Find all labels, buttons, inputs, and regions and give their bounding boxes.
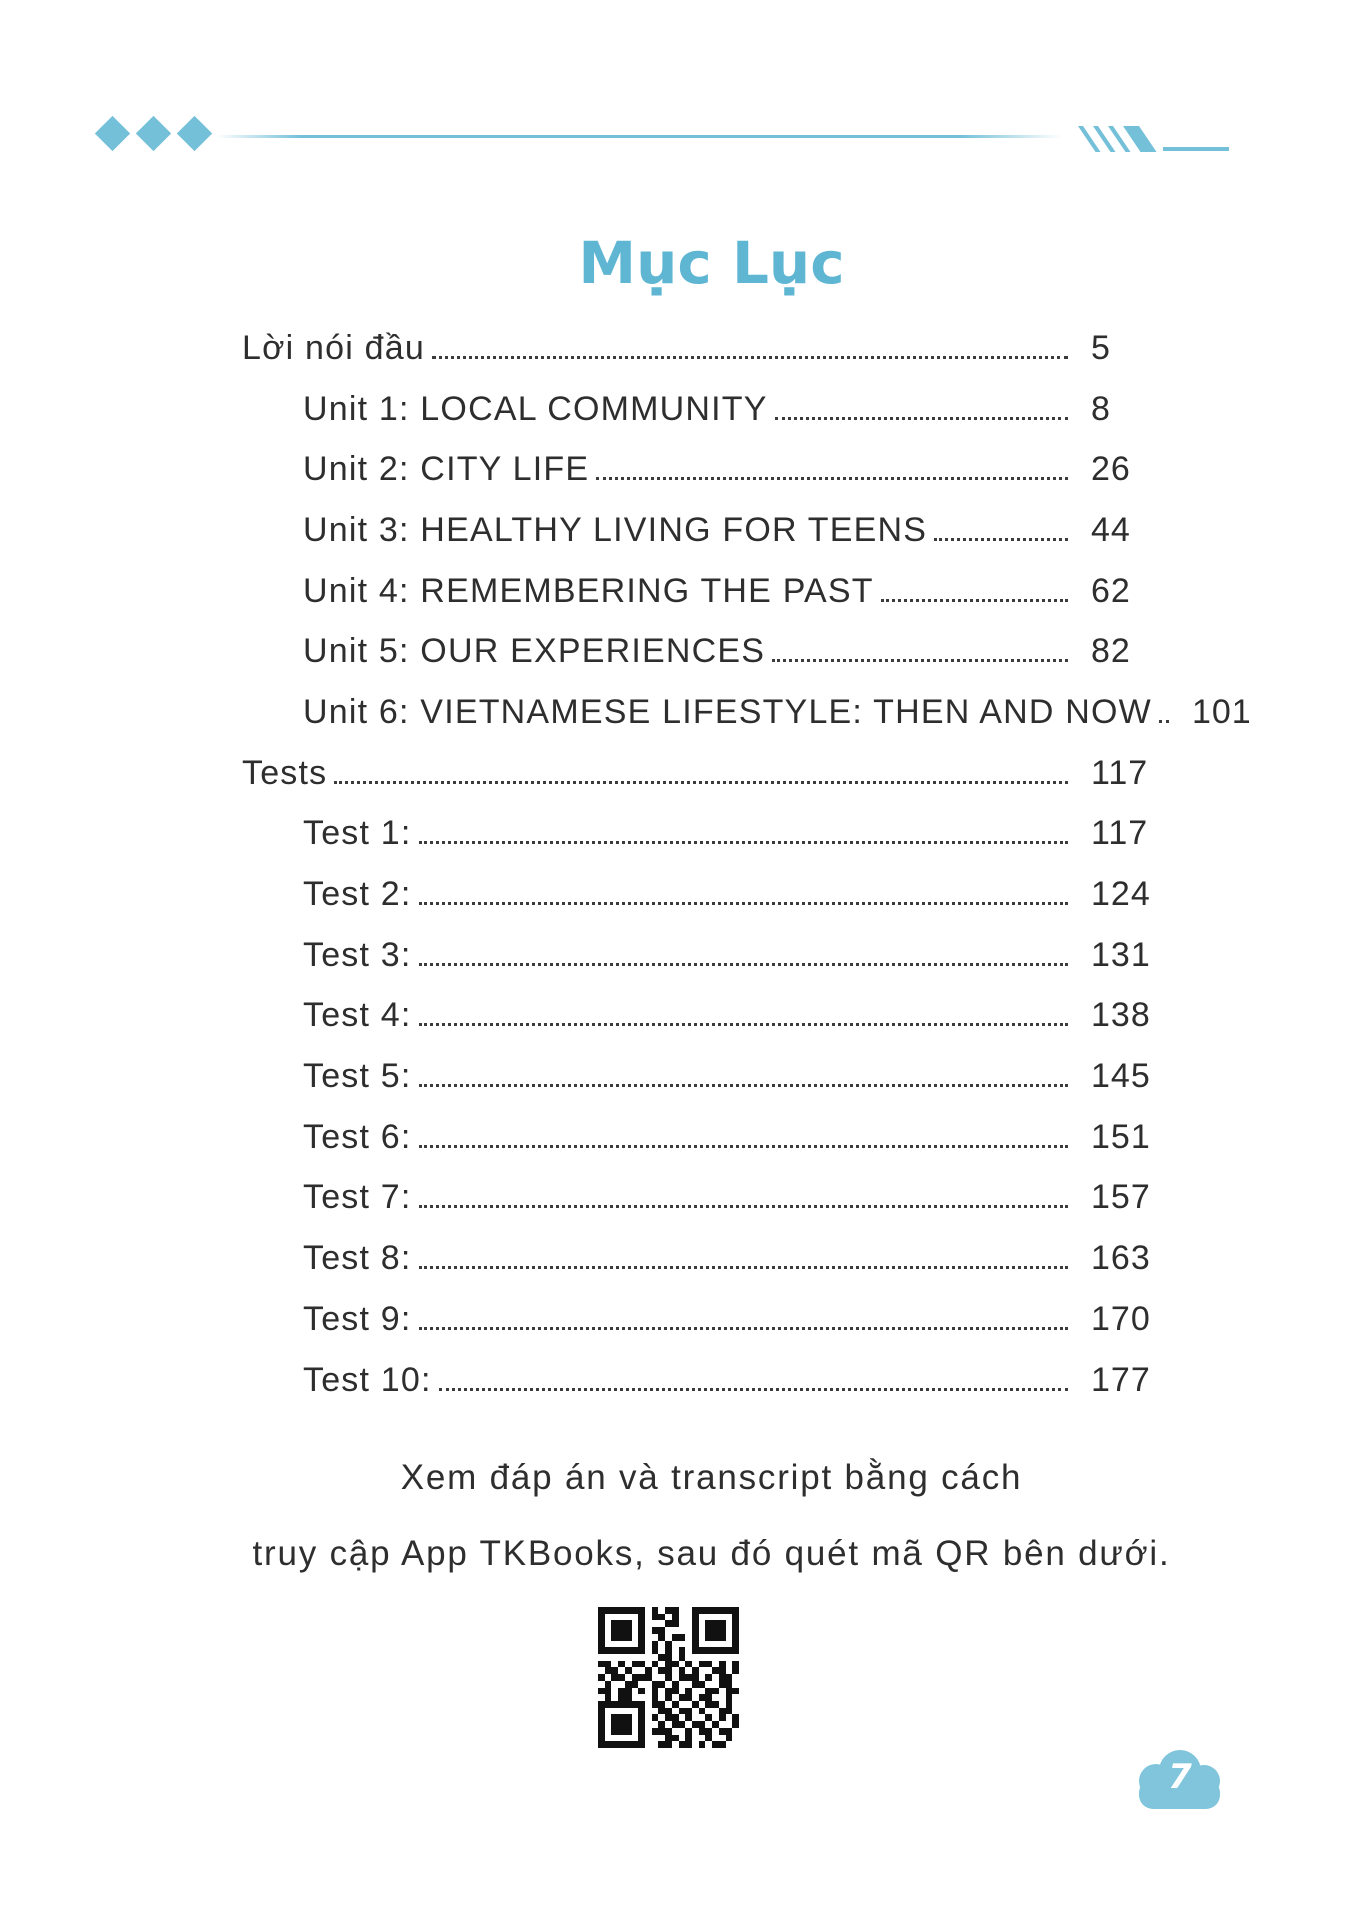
header-diamonds-decoration — [100, 121, 207, 146]
dotted-leader — [419, 1205, 1068, 1208]
toc-row — [242, 804, 1149, 865]
slashes-decoration-icon — [1078, 126, 1168, 152]
diamond-icon — [136, 116, 171, 151]
diamond-icon — [177, 116, 212, 151]
dotted-leader — [881, 599, 1068, 602]
toc-entry-page-number: 131 — [1091, 935, 1151, 974]
toc-entry-label: Test 10: — [303, 1360, 432, 1399]
toc-row — [242, 682, 1252, 743]
page-title: Mục Lục — [578, 229, 845, 297]
toc-entry-label: Unit 6: VIETNAMESE LIFESTYLE: THEN AND NOW — [303, 692, 1152, 731]
toc-entry-label: Unit 4: REMEMBERING THE PAST — [303, 571, 874, 610]
dotted-leader — [934, 538, 1068, 541]
toc-entry-label: Test 1: — [303, 814, 412, 853]
toc-entry-label: Unit 3: HEALTHY LIVING FOR TEENS — [303, 510, 928, 549]
toc-entry-page-number: 151 — [1091, 1117, 1151, 1156]
toc-row — [242, 1228, 1151, 1289]
toc-entry-label: Test 3: — [303, 935, 412, 974]
toc-row — [242, 621, 1145, 682]
toc-entry-label: Lời nói đầu — [242, 328, 425, 367]
dotted-leader — [439, 1388, 1068, 1391]
toc-entry-page-number: 117 — [1091, 814, 1149, 853]
toc-entry-page-number: 170 — [1091, 1299, 1151, 1338]
dotted-leader — [419, 1145, 1068, 1148]
dotted-leader — [419, 1023, 1068, 1026]
toc-entry-label: Test 6: — [303, 1117, 412, 1156]
footer-note-line1: Xem đáp án và transcript bằng cách — [400, 1458, 1023, 1497]
toc-entry-page-number: 5 — [1091, 328, 1111, 367]
qr-code — [598, 1607, 739, 1748]
toc-entry-page-number: 124 — [1091, 875, 1151, 914]
toc-entry-page-number: 82 — [1091, 632, 1131, 671]
dotted-leader — [596, 477, 1068, 480]
dotted-leader — [1159, 720, 1169, 723]
toc-entry-label: Tests — [242, 753, 328, 792]
toc-entry-page-number: 8 — [1091, 389, 1111, 428]
dotted-leader — [772, 659, 1068, 662]
toc-entry-page-number: 138 — [1091, 996, 1151, 1035]
toc-row — [242, 1046, 1151, 1107]
toc-row — [242, 986, 1151, 1047]
dotted-leader — [419, 1266, 1068, 1269]
dotted-leader — [419, 902, 1068, 905]
dotted-leader — [419, 841, 1068, 844]
toc-entry-label: Test 5: — [303, 1057, 412, 1096]
toc-entry-page-number: 26 — [1091, 450, 1131, 489]
header-right-line — [1163, 147, 1229, 151]
toc-entry-page-number: 117 — [1091, 753, 1149, 792]
dotted-leader — [419, 1327, 1068, 1330]
dotted-leader — [419, 1084, 1068, 1087]
toc-row — [242, 864, 1151, 925]
diamond-icon — [95, 116, 130, 151]
table-of-contents — [242, 318, 1252, 1410]
toc-row — [242, 743, 1149, 804]
toc-entry-label: Unit 2: CITY LIFE — [303, 450, 590, 489]
dotted-leader — [419, 963, 1068, 966]
toc-row — [242, 1168, 1151, 1229]
toc-entry-label: Test 7: — [303, 1178, 412, 1217]
dotted-leader — [775, 417, 1068, 420]
toc-entry-label: Test 2: — [303, 875, 412, 914]
toc-entry-page-number: 62 — [1091, 571, 1131, 610]
toc-entry-label: Test 9: — [303, 1299, 412, 1338]
toc-row — [242, 439, 1145, 500]
page-number: 7 — [1168, 1757, 1192, 1797]
toc-entry-page-number: 177 — [1091, 1360, 1151, 1399]
footer-note-line2: truy cập App TKBooks, sau đó quét mã QR bên dưới. — [252, 1534, 1171, 1573]
toc-entry-page-number: 101 — [1191, 692, 1252, 731]
toc-row — [242, 379, 1145, 440]
toc-entry-page-number: 44 — [1091, 510, 1131, 549]
toc-row — [242, 500, 1145, 561]
toc-row — [242, 1107, 1151, 1168]
toc-entry-label: Unit 1: LOCAL COMMUNITY — [303, 389, 768, 428]
header-divider-line — [216, 135, 1062, 138]
toc-row — [242, 1350, 1151, 1411]
page-number-badge — [1134, 1743, 1226, 1815]
toc-row — [242, 925, 1151, 986]
toc-row — [242, 318, 1145, 379]
toc-entry-label: Test 8: — [303, 1239, 412, 1278]
toc-entry-page-number: 157 — [1091, 1178, 1151, 1217]
toc-entry-page-number: 145 — [1091, 1057, 1151, 1096]
toc-entry-label: Unit 5: OUR EXPERIENCES — [303, 632, 766, 671]
toc-row — [242, 1289, 1151, 1350]
toc-row — [242, 561, 1145, 622]
dotted-leader — [334, 781, 1068, 784]
toc-entry-page-number: 163 — [1091, 1239, 1151, 1278]
toc-entry-label: Test 4: — [303, 996, 412, 1035]
dotted-leader — [432, 356, 1068, 359]
